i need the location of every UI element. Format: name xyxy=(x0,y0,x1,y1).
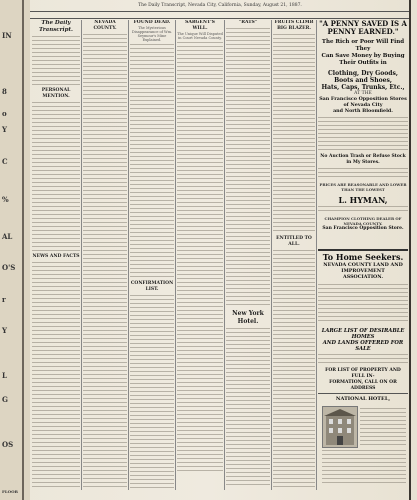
section-heading: CONFIRMATION LIST. xyxy=(130,281,174,292)
ad-goods: Hats, Caps, Trunks, Etc., xyxy=(321,84,405,91)
strip-fragment: L xyxy=(2,371,7,380)
text-block xyxy=(226,28,270,308)
text-block xyxy=(32,102,80,252)
ad-title: PENNY EARNED." xyxy=(327,27,399,36)
ad-title: To Home Seekers. xyxy=(322,252,404,262)
ad-divider xyxy=(318,249,408,251)
text-block xyxy=(32,36,80,86)
text-block xyxy=(360,408,406,446)
strip-fragment: % xyxy=(2,195,9,204)
ad-goods: Boots and Shoes, xyxy=(334,77,392,84)
text-block xyxy=(32,262,80,490)
text-block xyxy=(273,34,315,234)
column-subheading: The Unique Will Disputed in Court Nevada County. xyxy=(177,32,223,40)
ad-title: "A PENNY SAVED IS A xyxy=(319,20,407,28)
column-3 xyxy=(130,20,174,490)
binding-line xyxy=(22,0,24,500)
strip-fragment: Y xyxy=(2,125,7,134)
hotel-ad-title: New York Hotel. xyxy=(232,310,264,325)
column-5 xyxy=(226,20,270,490)
national-hotel-ad xyxy=(318,396,408,490)
association-name: NEVADA COUNTY LAND AND IMPROVEMENT xyxy=(323,262,403,274)
column-separator xyxy=(175,20,176,490)
ad-list-title: LARGE LIST OF DESIRABLE HOMES xyxy=(321,328,405,340)
column-heading: FRUITS CLIMB BIG BLAZER. xyxy=(274,20,314,31)
section-heading: ENTITLED TO ALL. xyxy=(276,236,312,247)
column-subheading: The Mysterious Disappearance of Wm. Seymour's Mine Explained. xyxy=(131,26,173,42)
ad-lead: Can Save Money by Buying xyxy=(321,53,405,59)
page-header: The Daily Transcript, Nevada City, California, Sunday, August 21, 1887. xyxy=(138,3,302,8)
listing-block xyxy=(318,284,408,324)
column-separator xyxy=(271,20,272,490)
text-block xyxy=(322,450,406,486)
ad-footer: CHAMPION CLOTHING DEALER OF NEVADA COUNTY. xyxy=(324,216,402,226)
ad-lead: Their Outfits in xyxy=(339,60,387,66)
ad-info: FORMATION, CALL ON OR ADDRESS xyxy=(329,380,397,391)
text-block xyxy=(226,328,270,488)
ad-at: AT THE xyxy=(354,91,372,96)
ad-store: San Francisco Opposition Stores of Nevada City xyxy=(319,96,407,108)
strip-fragment: FLOOR xyxy=(2,489,18,494)
header-rule xyxy=(30,11,410,12)
column-heading: "RATS" xyxy=(238,20,258,25)
strip-fragment: r xyxy=(2,295,6,304)
text-block xyxy=(130,295,174,490)
column-separator xyxy=(81,20,82,490)
column-1 xyxy=(32,20,80,490)
column-4 xyxy=(177,20,223,490)
column-heading: SARGENT'S WILL. xyxy=(185,20,215,31)
section-heading: PERSONAL MENTION. xyxy=(41,88,71,99)
strip-fragment: OS xyxy=(2,440,14,449)
text-block xyxy=(83,34,127,490)
text-block xyxy=(318,206,408,214)
masthead: The Daily Transcript. xyxy=(39,20,73,33)
column-separator xyxy=(224,20,225,490)
column-6 xyxy=(273,20,315,490)
ad-footer: San Francisco Opposition Store. xyxy=(322,226,404,231)
text-block xyxy=(130,44,174,279)
strip-fragment: C xyxy=(2,157,8,166)
ad-store: and North Bloomfield. xyxy=(333,108,393,114)
ad-info: FOR LIST OF PROPERTY AND FULL IN- xyxy=(325,368,401,379)
ad-note: No Auction Trash or Refuse Stock in My Stores. xyxy=(320,154,406,165)
building-icon xyxy=(323,407,357,447)
page-edge xyxy=(409,0,411,500)
section-heading: NEWS AND FACTS xyxy=(32,254,80,259)
hotel-engraving xyxy=(322,406,358,448)
strip-fragment: o xyxy=(2,109,7,118)
ad-prices: PRICES ARE REASONABLE AND LOWER THAN THE LOWEST xyxy=(319,182,407,192)
text-block xyxy=(177,42,223,472)
ad-title: NATIONAL HOTEL, xyxy=(335,396,391,402)
penny-saved-ad xyxy=(318,20,408,248)
column-heading: NEVADA COUNTY. xyxy=(93,20,117,31)
strip-fragment: O'S xyxy=(2,263,16,272)
ad-owner: L. HYMAN, xyxy=(338,195,388,205)
strip-fragment: AL xyxy=(2,232,13,241)
header-rule xyxy=(30,18,410,19)
ad-list-title: AND LANDS OFFERED FOR SALE xyxy=(322,340,404,352)
ad-lead: The Rich or Poor Will Find They xyxy=(321,39,405,52)
column-separator xyxy=(316,20,317,490)
text-block xyxy=(273,250,315,490)
text-block xyxy=(318,354,408,366)
column-separator xyxy=(128,20,129,490)
text-block xyxy=(318,117,408,151)
strip-fragment: IN xyxy=(2,31,12,40)
strip-fragment: Y xyxy=(2,326,7,335)
home-seekers-ad xyxy=(318,252,408,392)
strip-fragment: G xyxy=(2,395,8,404)
strip-fragment: 8 xyxy=(2,87,7,96)
ad-goods: Clothing, Dry Goods, xyxy=(328,70,398,77)
text-block xyxy=(318,168,408,180)
association-name: ASSOCIATION. xyxy=(343,274,383,280)
ad-divider xyxy=(318,393,408,394)
column-heading: FOUND DEAD. xyxy=(133,20,171,25)
binding-margin xyxy=(0,0,30,500)
column-2 xyxy=(83,20,127,490)
